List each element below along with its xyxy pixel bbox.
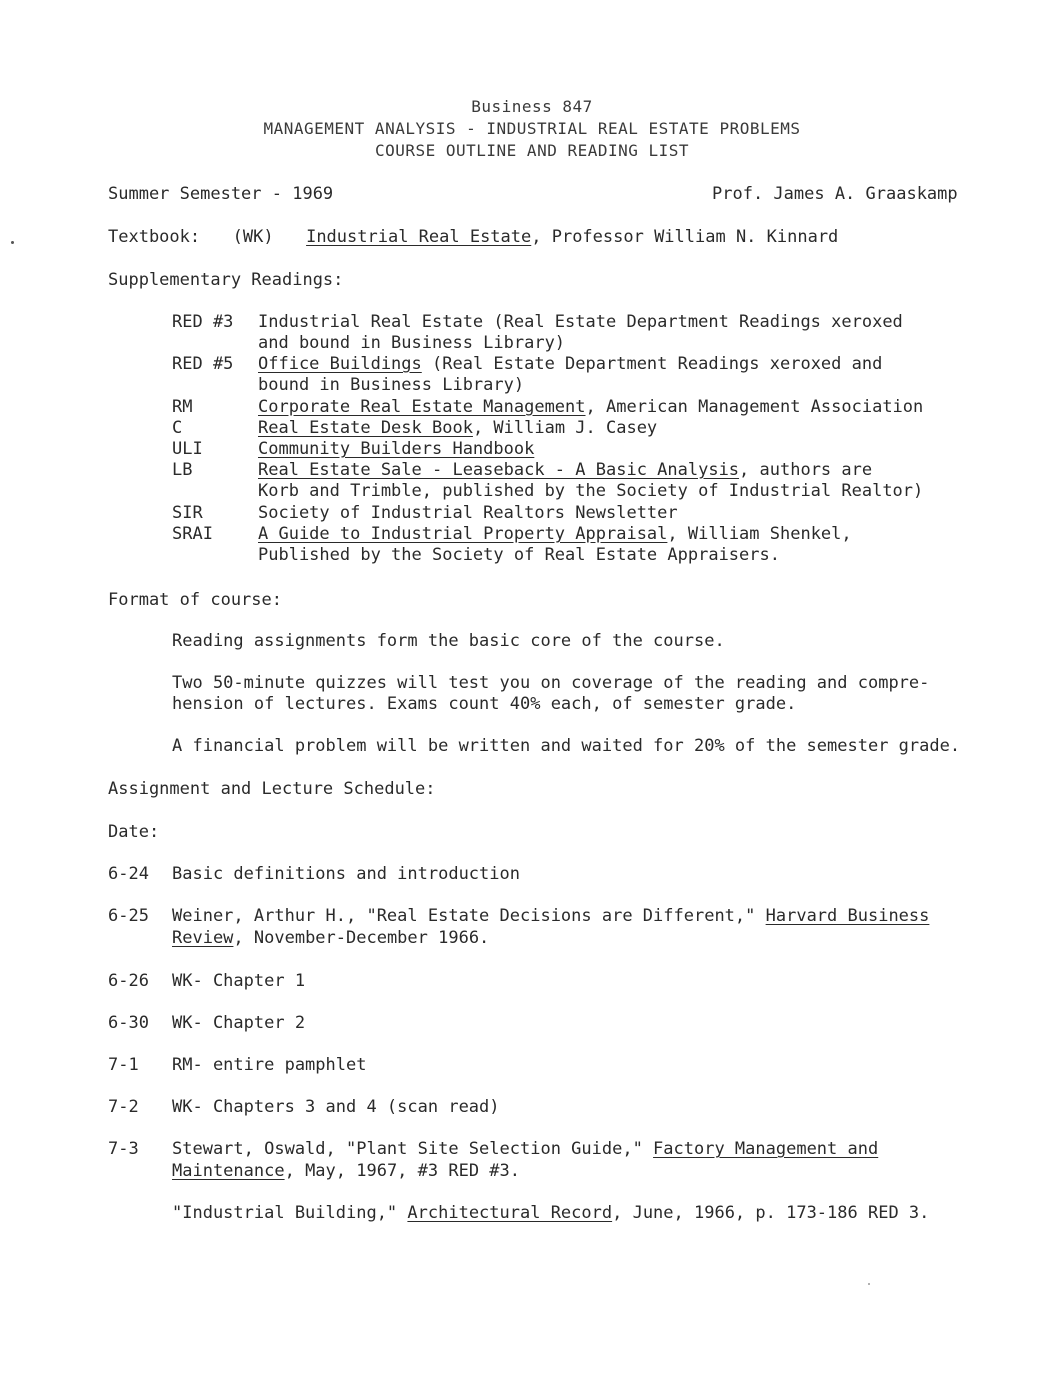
schedule-entry-cont: Review, November-December 1966.: [172, 928, 490, 948]
schedule-date: 7-2: [108, 1097, 139, 1117]
schedule-entry: WK- Chapters 3 and 4 (scan read): [172, 1097, 500, 1117]
reading-entry: Real Estate Desk Book, William J. Casey: [258, 418, 658, 438]
schedule-entry: Basic definitions and introduction: [172, 864, 520, 884]
reading-code: RED #3: [172, 312, 234, 332]
reading-code: SRAI: [172, 524, 213, 544]
reading-entry: Office Buildings (Real Estate Department Readings xeroxed and: [258, 354, 883, 374]
textbook-author: , Professor William N. Kinnard: [531, 227, 839, 247]
reading-code: RM: [172, 397, 193, 417]
schedule-date: 6-25: [108, 906, 149, 926]
scan-speck: [868, 1283, 870, 1285]
reading-entry-cont: Korb and Trimble, published by the Society of Industrial Realtor): [258, 481, 924, 501]
schedule-entry: RM- entire pamphlet: [172, 1055, 367, 1075]
course-subtitle: COURSE OUTLINE AND READING LIST: [374, 141, 690, 160]
reading-code: LB: [172, 460, 193, 480]
course-title: MANAGEMENT ANALYSIS - INDUSTRIAL REAL ESTATE PROBLEMS: [263, 119, 801, 138]
format-paragraph-cont: hension of lectures. Exams count 40% each, of semester grade.: [172, 694, 797, 714]
reading-entry-cont: and bound in Business Library): [258, 333, 566, 353]
supplementary-heading: Supplementary Readings:: [108, 270, 344, 290]
professor-name: Prof. James A. Graaskamp: [712, 184, 958, 204]
reading-code: RED #5: [172, 354, 234, 374]
format-paragraph: Two 50-minute quizzes will test you on coverage of the reading and compre-: [172, 673, 930, 693]
format-paragraph: Reading assignments form the basic core of the course.: [172, 631, 725, 651]
schedule-heading: Assignment and Lecture Schedule:: [108, 779, 436, 799]
format-heading: Format of course:: [108, 590, 282, 610]
schedule-entry-cont: Maintenance, May, 1967, #3 RED #3.: [172, 1161, 520, 1181]
semester-line: Summer Semester - 1969: [108, 184, 334, 204]
reading-entry: Society of Industrial Realtors Newsletter: [258, 503, 678, 523]
reading-entry-cont: Published by the Society of Real Estate Appraisers.: [258, 545, 780, 565]
schedule-date: 6-26: [108, 971, 149, 991]
reading-entry-cont: bound in Business Library): [258, 375, 525, 395]
schedule-entry: WK- Chapter 2: [172, 1013, 306, 1033]
reading-entry: Corporate Real Estate Management, American Management Association: [258, 397, 924, 417]
reading-code: ULI: [172, 439, 203, 459]
reading-entry: Real Estate Sale - Leaseback - A Basic Analysis, authors are: [258, 460, 873, 480]
textbook-code: (WK): [232, 227, 274, 247]
reading-code: C: [172, 418, 183, 438]
scan-speck: [11, 241, 14, 244]
schedule-date: 7-3: [108, 1139, 139, 1159]
schedule-entry: Weiner, Arthur H., "Real Estate Decisions are Different," Harvard Business: [172, 906, 930, 926]
reading-entry: Community Builders Handbook: [258, 439, 535, 459]
course-number: Business 847: [471, 97, 593, 116]
textbook-title: Industrial Real Estate: [306, 227, 532, 247]
schedule-date: 6-30: [108, 1013, 149, 1033]
schedule-entry: WK- Chapter 1: [172, 971, 306, 991]
schedule-date: 7-1: [108, 1055, 139, 1075]
date-label: Date:: [108, 822, 160, 842]
textbook-label: Textbook:: [108, 227, 201, 247]
format-paragraph: A financial problem will be written and waited for 20% of the semester grade.: [172, 736, 961, 756]
textbook-line: [108, 227, 838, 247]
reading-entry: Industrial Real Estate (Real Estate Department Readings xeroxed: [258, 312, 903, 332]
reading-code: SIR: [172, 503, 203, 523]
reading-entry: A Guide to Industrial Property Appraisal, William Shenkel,: [258, 524, 852, 544]
schedule-entry: Stewart, Oswald, "Plant Site Selection Guide," Factory Management and: [172, 1139, 879, 1159]
schedule-date: 6-24: [108, 864, 149, 884]
schedule-entry-cont: "Industrial Building," Architectural Record, June, 1966, p. 173-186 RED 3.: [172, 1203, 930, 1223]
